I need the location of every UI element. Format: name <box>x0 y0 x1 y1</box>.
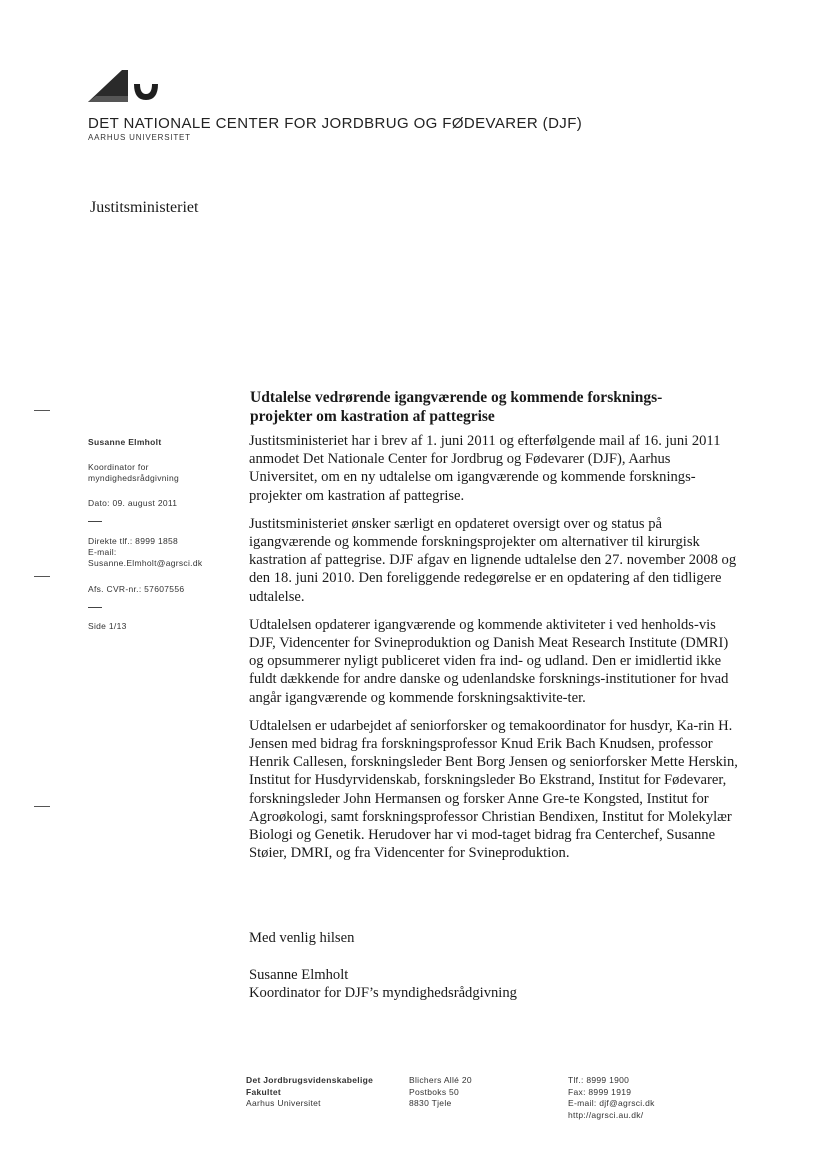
page-number: Side 1/13 <box>88 621 127 631</box>
footer-line: http://agrsci.au.dk/ <box>568 1109 644 1120</box>
title-line: projekter om kastration af pattegrise <box>250 408 495 425</box>
paragraph: Justitsministeriet har i brev af 1. juni 2011 og efterfølgende mail af 16. juni 2011 anmodet Det Nationale Center for Jordbrug og Fødevarer (DJF), Aarhus Universitet, om en ny udtalelse om igangværende og kommende forsknings-projekter om kastration af pattegrise. <box>249 433 721 504</box>
letter-title <box>250 388 740 426</box>
cvr-number: Afs. CVR-nr.: 57607556 <box>88 584 185 594</box>
footer-line: Fax: 8999 1919 <box>568 1086 632 1097</box>
signature-block <box>249 966 739 1002</box>
sender-role <box>88 462 238 484</box>
sender-role-line: myndighedsrådgivning <box>88 473 180 483</box>
fold-mark <box>34 576 50 577</box>
contact-block <box>88 536 238 569</box>
sender-role-line: Koordinator for <box>88 462 149 472</box>
institution-name: DET NATIONALE CENTER FOR JORDBRUG OG FØDEVARER (DJF) <box>88 115 583 132</box>
divider <box>88 521 102 522</box>
direct-phone: Direkte tlf.: 8999 1858 <box>88 536 179 546</box>
paragraph: Justitsministeriet ønsker særligt en opdateret oversigt over og status på igangværende og kommende forskningsprojekter om alternativer til kirurgisk kastration af pattegrise. DJF afgav en lignende udtalelse den 27. november 2008 og den 18. juni 2010. Den foreliggende redegørelse er en opdatering af den tidligere udtalelse. <box>249 515 737 605</box>
signer-title: Koordinator for DJF’s myndighedsrådgivning <box>249 985 517 1002</box>
footer-line: 8830 Tjele <box>409 1098 452 1108</box>
footer-line: Aarhus Universitet <box>246 1098 321 1108</box>
footer-line: Fakultet <box>246 1086 281 1097</box>
email-address: Susanne.Elmholt@agrsci.dk <box>88 558 203 568</box>
university-name: AARHUS UNIVERSITET <box>88 133 191 142</box>
fold-mark <box>34 806 50 807</box>
footer-faculty <box>246 1075 373 1110</box>
sender-name: Susanne Elmholt <box>88 437 162 447</box>
footer-contact <box>568 1075 655 1121</box>
footer-line: Tlf.: 8999 1900 <box>568 1075 630 1085</box>
aarhus-university-logo <box>88 66 160 106</box>
letter-body <box>249 432 739 872</box>
recipient: Justitsministeriet <box>90 199 199 216</box>
signer-name: Susanne Elmholt <box>249 967 349 983</box>
email-label: E-mail: <box>88 547 117 557</box>
footer-line: Postboks 50 <box>409 1086 460 1097</box>
footer-line: Det Jordbrugsvidenskabelige <box>246 1075 374 1085</box>
divider <box>88 607 102 608</box>
footer-line: Blichers Allé 20 <box>409 1075 472 1085</box>
paragraph: Udtalelsen er udarbejdet af seniorforsker og temakoordinator for husdyr, Ka-rin H. Jensen med bidrag fra forskningsprofessor Knud Erik Bach Knudsen, professor Henrik Callesen, forskningsleder Bent Borg Jensen og seniorforsker Mette Herskin, Institut for Husdyrvidenskab, forskningsleder Bo Ekstrand, Institut for Fødevarer, forskningsleder John Hermansen og forsker Anne Gre-te Kongsted, Institut for Agroøkologi, samt forskningsprofessor Christian Bendixen, Institut for Molekylær Biologi og Genetik. Herudover har vi mod-taget bidrag fra Centerchef, Susanne Støier, DMRI, og fra Videncenter for Svineproduktion. <box>249 717 738 862</box>
footer-address <box>409 1075 472 1110</box>
footer-line: E-mail: djf@agrsci.dk <box>568 1098 655 1108</box>
paragraph: Udtalelsen opdaterer igangværende og kommende aktiviteter i ved henholds-vis DJF, Videncenter for Svineproduktion og Danish Meat Research Institute (DMRI) og opsummerer nyligt publiceret viden fra ind- og udland. Den er imidlertid ikke fuldt dækkende for andre danske og udenlandske forsknings-institutioner for hvad angår igangværende og kommende forskningsaktivite-ter. <box>249 616 729 706</box>
letter-date: Dato: 09. august 2011 <box>88 498 178 508</box>
fold-mark <box>34 410 50 411</box>
title-line: Udtalelse vedrørende igangværende og kommende forsknings- <box>250 389 663 406</box>
greeting: Med venlig hilsen <box>249 930 355 946</box>
